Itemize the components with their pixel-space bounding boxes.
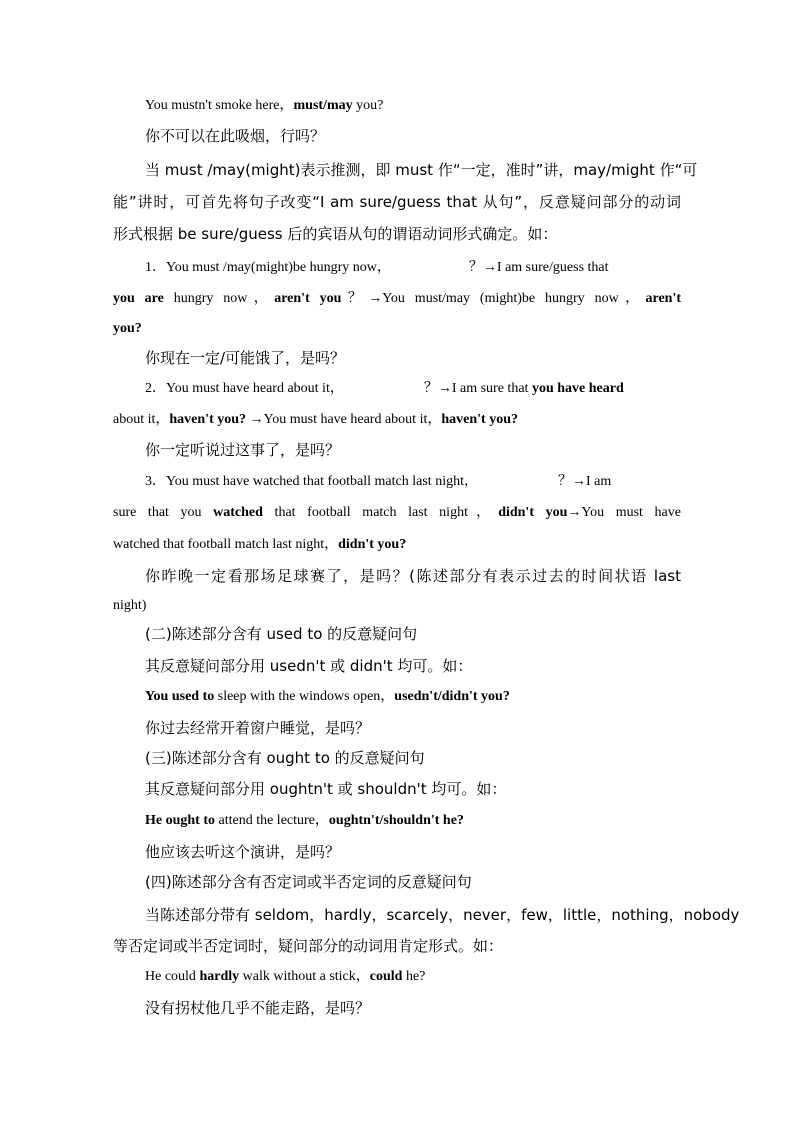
example-3-line-2 — [113, 503, 681, 523]
text-run: he? — [402, 969, 426, 984]
bold-run: oughtn't/shouldn't he? — [328, 813, 464, 828]
text-run: You mustn't smoke here， — [145, 98, 294, 113]
bold-run: haven't you? — [169, 412, 247, 427]
translation: 你一定听说过这事了，是吗？ — [145, 441, 341, 459]
example-2-line-2 — [113, 410, 681, 430]
text-run: ？→I am — [557, 474, 612, 489]
bold-run: aren't you — [274, 291, 342, 306]
text-run: sure that you — [113, 505, 214, 520]
text-run: ？→I am sure that — [423, 381, 532, 396]
text-run: walk without a stick， — [239, 969, 370, 984]
bold-run: could — [369, 969, 403, 984]
bold-run: must/may — [293, 98, 353, 113]
example-3-line-3 — [113, 535, 681, 555]
text-run: hungry now， — [163, 291, 275, 306]
section-heading: (四)陈述部分含有否定词或半否定词的反意疑问句 — [145, 873, 472, 891]
example-sentence — [145, 687, 681, 707]
example-3-line-1 — [145, 472, 681, 492]
text-run: →You must have heard about it， — [246, 412, 442, 427]
text-run: 2．You must have heard about it， — [145, 381, 344, 396]
text-run: →You must have — [567, 505, 681, 520]
text-run: about it， — [113, 412, 170, 427]
example-1-line-2 — [113, 289, 681, 309]
bold-run: You used to — [145, 689, 215, 704]
text-run: He could — [145, 969, 200, 984]
bold-run: didn't you? — [338, 537, 407, 552]
bold-run: you are — [113, 291, 164, 306]
text-run: that football match last night， — [262, 505, 499, 520]
text-run: 1．You must /may(might)be hungry now， — [145, 260, 391, 275]
translation: 没有拐杖他几乎不能走路，是吗？ — [145, 999, 371, 1017]
text-run: sleep with the windows open， — [214, 689, 395, 704]
bold-run: haven't you? — [441, 412, 518, 427]
text-run: attend the lecture， — [215, 813, 329, 828]
translation: 你昨晚一定看那场足球赛了，是吗？(陈述部分有表示过去的时间状语 last — [145, 567, 681, 585]
rule-text: 其反意疑问部分用 oughtn't 或 shouldn't 均可。如： — [145, 780, 507, 798]
bold-run: watched — [213, 505, 263, 520]
rule-text: 形式根据 be sure/guess 后的宾语从句的谓语动词形式确定。如： — [113, 225, 558, 243]
bold-run: you? — [113, 321, 142, 336]
text-run: ？→I am sure/guess that — [468, 260, 609, 275]
rule-text: 能”讲时，可首先将句子改变“I am sure/guess that 从句”，反意疑问部分的动词 — [113, 193, 681, 211]
translation: night) — [113, 598, 147, 613]
example-1-line-3 — [113, 319, 681, 339]
section-heading: (二)陈述部分含有 used to 的反意疑问句 — [145, 625, 418, 643]
text-run: watched that football match last night， — [113, 537, 339, 552]
section-heading: (三)陈述部分含有 ought to 的反意疑问句 — [145, 749, 425, 767]
translation: 你不可以在此吸烟，行吗？ — [145, 127, 326, 145]
text-run: ？→You must/may (might)be hungry now， — [341, 291, 646, 306]
bold-run: you have heard — [531, 381, 624, 396]
translation: 你现在一定/可能饿了，是吗？ — [145, 349, 346, 367]
bold-run: didn't you — [498, 505, 568, 520]
bold-run: He ought to — [145, 813, 215, 828]
translation: 他应该去听这个演讲，是吗？ — [145, 843, 341, 861]
bold-run: aren't — [645, 291, 681, 306]
rule-text: 当陈述部分带有 seldom，hardly，scarcely，never，few，little，nothing，nobody — [145, 906, 740, 924]
translation: 你过去经常开着窗户睡觉，是吗？ — [145, 719, 371, 737]
example-sentence — [145, 811, 681, 831]
example-sentence — [145, 967, 681, 987]
example-2-line-1 — [145, 379, 681, 399]
example-sentence — [145, 96, 681, 116]
example-1-line-1 — [145, 258, 681, 278]
rule-text: 当 must /may(might)表示推测，即 must 作“一定，准时”讲，may/might 作“可 — [145, 161, 698, 179]
text-run: 3．You must have watched that football match last night， — [145, 474, 478, 489]
bold-run: hardly — [199, 969, 240, 984]
bold-run: usedn't/didn't you? — [394, 689, 510, 704]
text-run: you? — [352, 98, 384, 113]
rule-text: 等否定词或半否定词时，疑问部分的动词用肯定形式。如： — [113, 937, 504, 955]
rule-text: 其反意疑问部分用 usedn't 或 didn't 均可。如： — [145, 657, 473, 675]
